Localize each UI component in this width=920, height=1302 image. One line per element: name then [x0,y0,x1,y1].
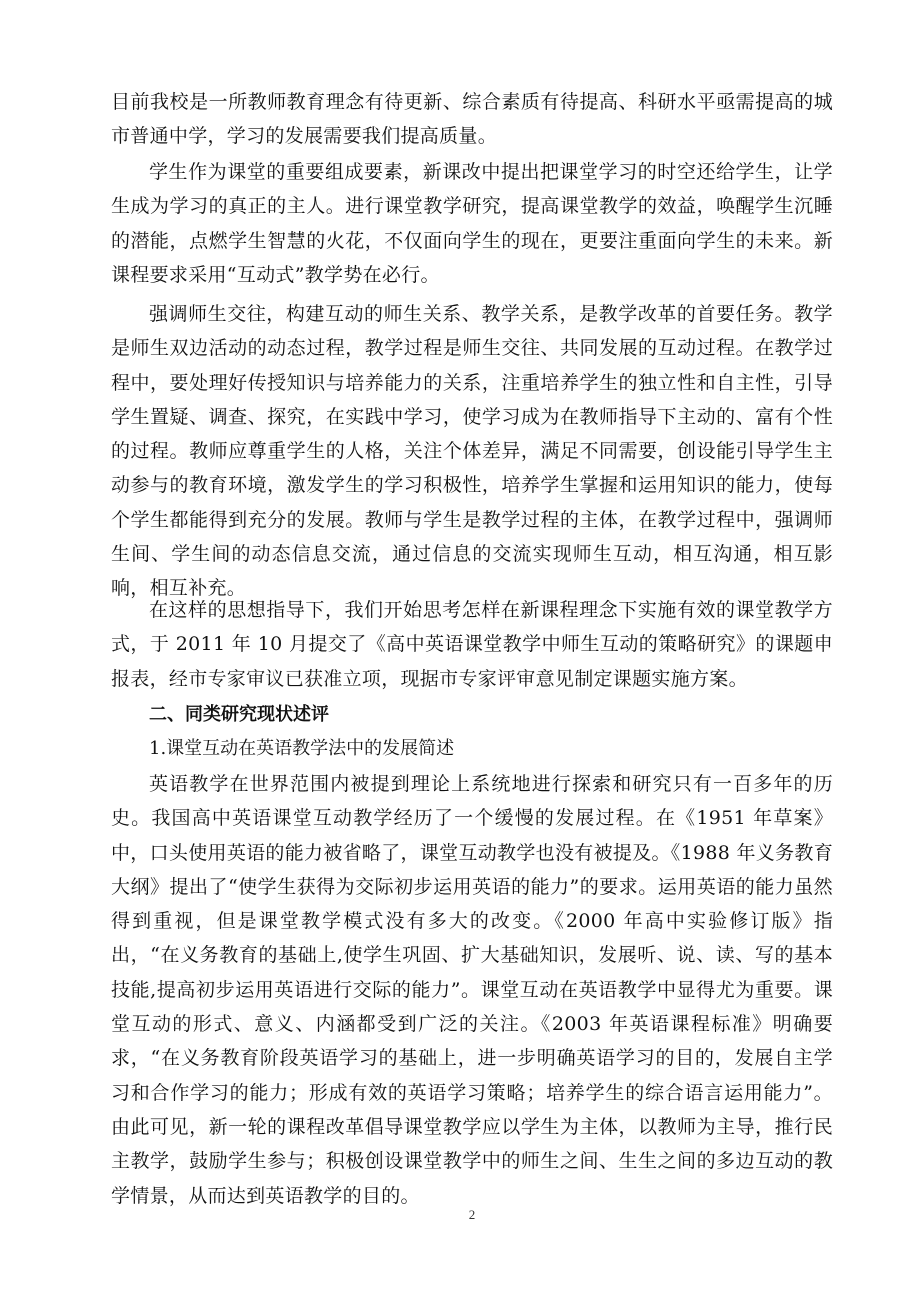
paragraph-students-role: 学生作为课堂的重要组成要素，新课改中提出把课堂学习的时空还给学生，让学生成为学习的真正的主人。进行课堂教学研究，提高课堂教学的效益，唤醒学生沉睡的潜能，点燃学生智慧的火花，不仅面向学生的现在，更要注重面向学生的未来。新课程要求采用“互动式”教学势在必行。 [111,161,833,286]
paragraph-school-status: 目前我校是一所教师教育理念有待更新、综合素质有待提高、科研水平亟需提高的城市普通中学，学习的发展需要我们提高质量。 [111,91,833,148]
page-number: 2 [468,1207,476,1222]
subsection-heading: 1.课堂互动在英语教学法中的发展简述 [149,738,455,759]
paragraph-project-proposal: 在这样的思想指导下，我们开始思考怎样在新课程理念下实施有效的课堂教学方式，于 2011 年 10 月提交了《高中英语课堂教学中师生互动的策略研究》的课题申报表，经市专家审议已获准立项，现据市专家评审意见制定课题实施方案。 [111,599,833,690]
paragraph-teacher-student-interaction: 强调师生交往，构建互动的师生关系、教学关系，是教学改革的首要任务。教学是师生双边活动的动态过程，教学过程是师生交往、共同发展的互动过程。在教学过程中，要处理好传授知识与培养能力的关系，注重培养学生的独立性和自主性，引导学生置疑、调查、探究，在实践中学习，使学习成为在教师指导下主动的、富有个性的过程。教师应尊重学生的人格，关注个体差异，满足不同需要，创设能引导学生主动参与的教育环境，激发学生的学习积极性，培养学生掌握和运用知识的能力，使每个学生都能得到充分的发展。教师与学生是教学过程的主体，在教学过程中，强调师生间、学生间的动态信息交流，通过信息的交流实现师生互动，相互沟通，相互影响，相互补充。 [111,303,833,600]
section-heading: 二、同类研究现状述评 [149,704,329,725]
paragraph-english-teaching-history: 英语教学在世界范围内被提到理论上系统地进行探索和研究只有一百多年的历史。我国高中英语课堂互动教学经历了一个缓慢的发展过程。在《1951 年草案》中，口头使用英语的能力被省略了，课堂互动教学也没有被提及。《1988 年义务教育大纲》提出了“使学生获得为交际初步运用英语的能力”的要求。运用英语的能力虽然得到重视，但是课堂教学模式没有多大的改变。《2000 年高中实验修订版》指出，“在义务教育的基础上,使学生巩固、扩大基础知识，发展听、说、读、写的基本技能,提高初步运用英语进行交际的能力”。课堂互动在英语教学中显得尤为重要。课堂互动的形式、意义、内涵都受到广泛的关注。《2003 年英语课程标准》明确要求，“在义务教育阶段英语学习的基础上，进一步明确英语学习的目的，发展自主学习和合作学习的能力；形成有效的英语学习策略；培养学生的综合语言运用能力”。由此可见，新一轮的课程改革倡导课堂教学应以学生为主体，以教师为主导，推行民主教学，鼓励学生参与；积极创设课堂教学中的师生之间、生生之间的多边互动的教学情景，从而达到英语教学的目的。 [111,773,833,1207]
document-page [111,0,833,1302]
